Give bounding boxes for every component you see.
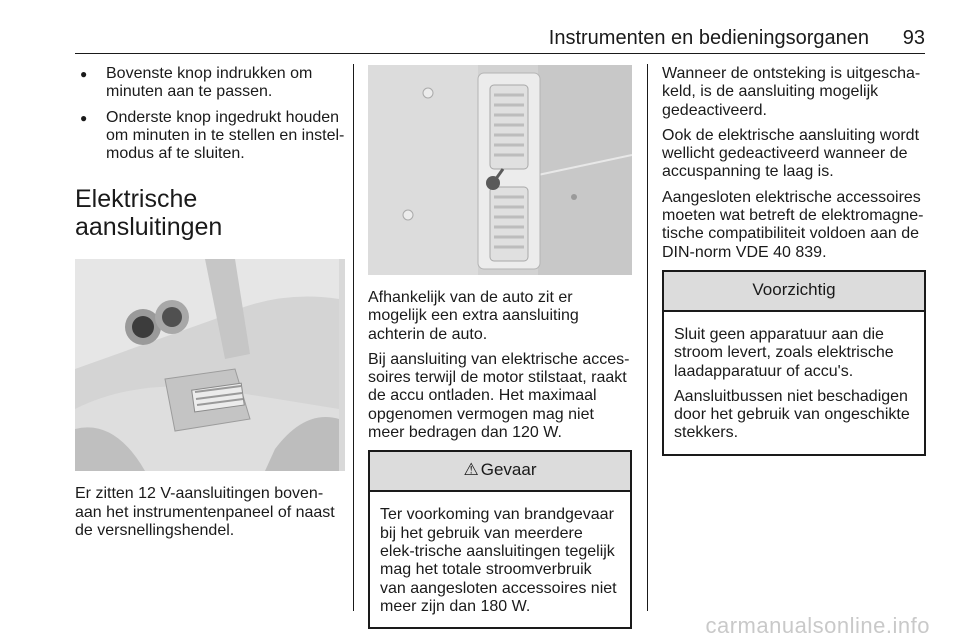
caution-text: Sluit geen apparatuur aan die stroom levert, zoals elektrische laadapparatuur of accu's. bbox=[674, 325, 894, 380]
header-rule bbox=[75, 53, 925, 54]
power-outlet-illustration bbox=[75, 259, 339, 471]
caution-box-body bbox=[664, 312, 924, 454]
paragraph: Afhankelijk van de auto zit er mogelijk een extra aansluiting achterin de auto. bbox=[368, 289, 579, 343]
caution-box bbox=[662, 270, 926, 456]
column-3 bbox=[662, 65, 926, 456]
danger-text: Ter voorkoming van brandgevaar bij het gebruik van meerdere elek-trische aansluitingen tegelijk mag het totale stroomverbruik van aangesloten accessoires niet meer zijn dan 180 W. bbox=[380, 506, 617, 615]
danger-title: Gevaar bbox=[480, 460, 537, 480]
list-item: ● Bovenste knop indrukken om minuten aan te passen. bbox=[75, 65, 345, 102]
danger-box-body bbox=[370, 492, 630, 627]
caution-text: Aansluitbussen niet beschadigen door het gebruik van ongeschikte stekkers. bbox=[674, 387, 910, 442]
danger-box-header bbox=[370, 452, 630, 492]
caution-box-header: Voorzichtig bbox=[664, 272, 924, 312]
watermark: carmanualsonline.info bbox=[705, 613, 930, 638]
rear-outlet-illustration bbox=[368, 65, 632, 275]
section-title: Elektrische aansluitingen bbox=[75, 185, 223, 242]
warning-triangle-icon: ⚠ bbox=[463, 460, 479, 480]
paragraph: Ook de elektrische aansluiting wordt wellicht gedeactiveerd wanneer de accuspanning te laag is. bbox=[662, 126, 920, 181]
column-divider-1 bbox=[353, 64, 354, 611]
paragraph: Aangesloten elektrische accessoires moeten wat betreft de elektromagne-tische compatibiliteit voldoen aan de DIN-norm VDE 40 839. bbox=[662, 188, 924, 261]
header-title: Instrumenten en bedieningsorganen bbox=[548, 27, 869, 49]
power-outlet-photo bbox=[75, 259, 345, 471]
column-1 bbox=[75, 65, 345, 547]
rear-outlet-photo bbox=[368, 65, 632, 275]
danger-box bbox=[368, 450, 632, 629]
instruction-list bbox=[75, 65, 345, 163]
column-divider-2 bbox=[647, 64, 648, 611]
page-number: 93 bbox=[902, 27, 925, 49]
photo-caption: Er zitten 12 V-aansluitingen boven-aan het instrumentenpaneel of naast de versnellingshendel. bbox=[75, 485, 335, 540]
paragraph: Wanneer de ontsteking is uitgescha-keld, is de aansluiting mogelijk gedeactiveerd. bbox=[662, 65, 921, 119]
page-header bbox=[75, 26, 925, 54]
paragraph: Bij aansluiting van elektrische acces-soires terwijl de motor stilstaat, raakt de accu ontladen. Het maximaal opgenomen vermogen mag niet meer bedragen dan 120 W. bbox=[368, 350, 630, 442]
list-item: ● Onderste knop ingedrukt houden om minuten in te stellen en instel-modus af te sluiten. bbox=[75, 109, 345, 164]
column-2 bbox=[368, 65, 632, 629]
